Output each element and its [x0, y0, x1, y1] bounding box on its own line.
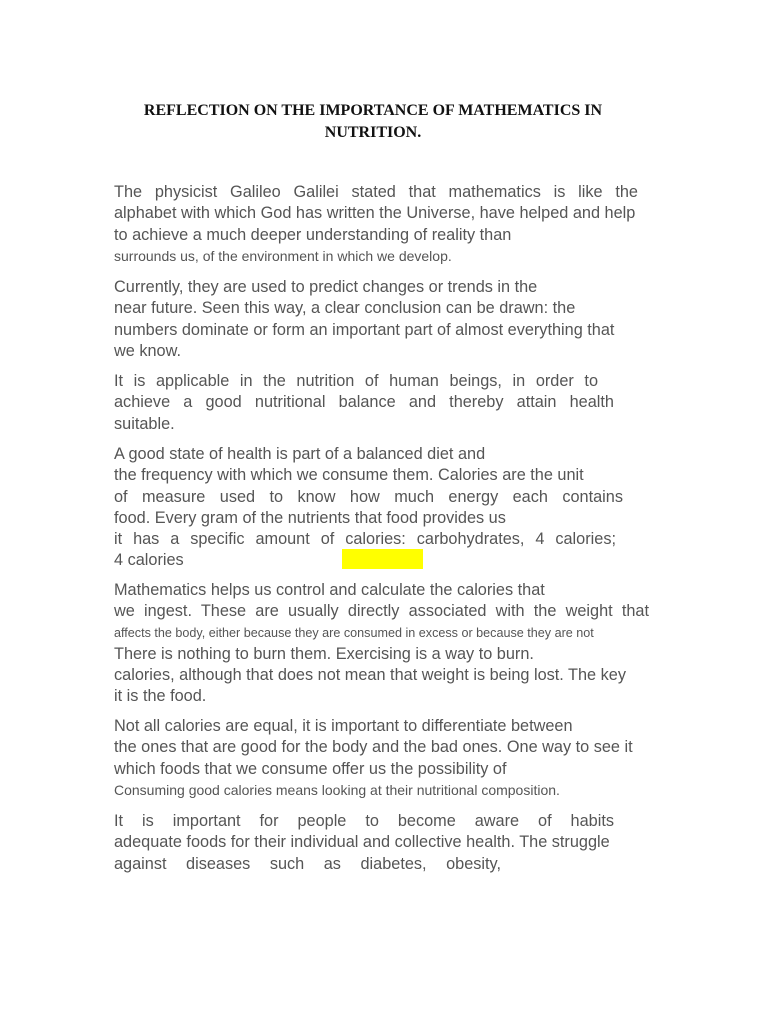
paragraph-line: Mathematics helps us control and calculate the calories that	[114, 581, 545, 599]
paragraph-line: the frequency with which we consume them. Calories are the unit	[114, 466, 584, 485]
paragraph-line: adequate foods for their individual and collective health. The struggle	[114, 833, 610, 852]
paragraph-line: surrounds us, of the environment in which we develop.	[114, 247, 452, 264]
paragraph-line: we know.	[114, 341, 181, 360]
paragraph-6	[114, 716, 633, 801]
paragraph-line: of measure used to know how much energy each contains	[114, 487, 623, 506]
paragraph-line: numbers dominate or form an important part of almost everything that	[114, 320, 615, 339]
title-line-1: REFLECTION ON THE IMPORTANCE OF MATHEMATICS IN	[143, 102, 603, 119]
paragraph-line: A good state of health is part of a balanced diet and	[114, 445, 486, 463]
document-title	[100, 100, 646, 144]
paragraph-line: Consuming good calories means looking at their nutritional composition.	[114, 781, 560, 798]
paragraph-line: It is important for people to become aware of habits	[114, 812, 614, 830]
paragraph-line: which foods that we consume offer us the possibility of	[114, 759, 507, 778]
paragraph-1	[114, 182, 638, 267]
paragraph-line: the ones that are good for the body and the bad ones. One way to see it	[114, 738, 633, 757]
paragraph-line: calories, although that does not mean that weight is being lost. The key	[114, 666, 626, 685]
paragraph-line: It is applicable in the nutrition of human beings, in order to	[114, 372, 598, 390]
paragraph-line: Currently, they are used to predict changes or trends in the	[114, 278, 538, 296]
paragraph-line: food. Every gram of the nutrients that food provides us	[114, 508, 506, 527]
paragraph-line: 4 calories	[114, 551, 184, 570]
paragraph-line: Not all calories are equal, it is important to differentiate between	[114, 717, 573, 735]
paragraph-line: we ingest. These are usually directly associated with the weight that	[114, 602, 649, 621]
paragraph-4	[114, 444, 623, 572]
paragraph-line: to achieve a much deeper understanding of reality than	[114, 225, 512, 244]
paragraph-5	[114, 580, 649, 708]
paragraph-7	[114, 811, 614, 875]
paragraph-line: affects the body, either because they are consumed in excess or because they are not	[114, 625, 594, 640]
paragraph-3	[114, 371, 614, 435]
paragraph-line: against diseases such as diabetes, obesity,	[114, 854, 501, 873]
paragraph-line: The physicist Galileo Galilei stated that mathematics is like the	[114, 183, 638, 201]
title-line-2: NUTRITION.	[324, 124, 422, 141]
paragraph-line: near future. Seen this way, a clear conclusion can be drawn: the	[114, 299, 576, 318]
paragraph-line: achieve a good nutritional balance and thereby attain health	[114, 393, 614, 412]
paragraph-line: it has a specific amount of calories: carbohydrates, 4 calories;	[114, 530, 616, 549]
paragraph-2	[114, 277, 614, 362]
paragraph-line: There is nothing to burn them. Exercising is a way to burn.	[114, 644, 534, 663]
paragraph-line: suitable.	[114, 414, 175, 433]
paragraph-line: it is the food.	[114, 687, 207, 706]
paragraph-line: alphabet with which God has written the Universe, have helped and help	[114, 204, 636, 223]
